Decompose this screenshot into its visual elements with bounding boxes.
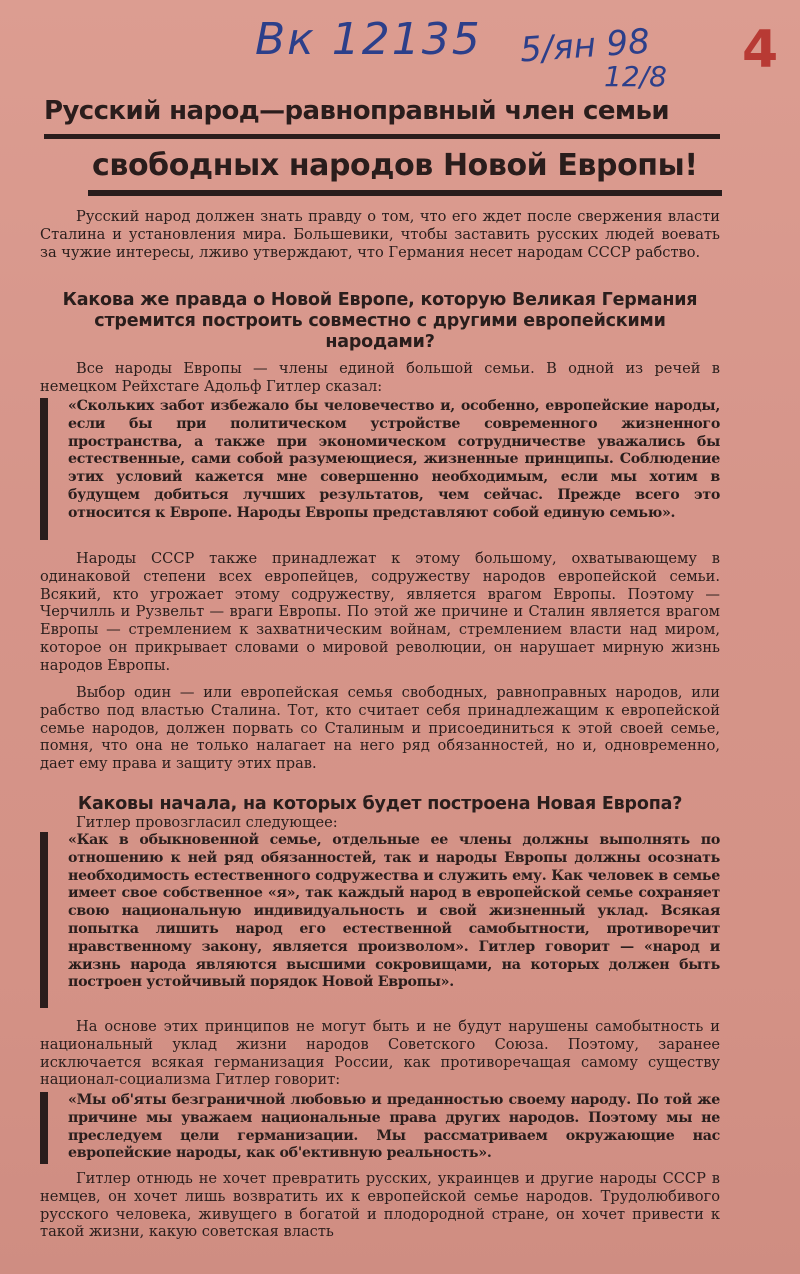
title-underline-1 (44, 134, 720, 139)
handwritten-inventory-number: Вк 12135 (255, 14, 482, 65)
section-heading-new-europe: Какова же правда о Новой Европе, которую Великая Германия стремится построить совместно с другими европейскими народами? (62, 290, 698, 352)
paragraph-peoples-of-europe: Все народы Европы — члены единой большой семьи. В одной из речей в немецком Рейхстаге Адольф Гитлер сказал: (40, 360, 720, 395)
paragraph-choice: Выбор один — или европейская семья свободных, равноправных народов, или рабство под властью Сталина. Тот, кто считает себя принадлежащим к европейской семье народов, должен порвать со Сталиным и присоединиться к этой своей семье, помня, что она не только налагает на него ряд обязанностей, но и, одновременно, дает ему права и защиту этих прав. (40, 684, 720, 773)
intro-paragraph: Русский народ должен знать правду о том, что его ждет после свержения власти Сталина и установления мира. Большевики, чтобы заставить русских людей воевать за чужие интересы, лживо утверждают, что Германия несет народам СССР рабство. (40, 208, 720, 261)
handwritten-date: 5/ян 98 (518, 21, 652, 71)
quote-european-family: «Как в обыкновенной семье, отдельные ее члены должны выполнять по отношению к ней ряд обязанностей, так и народы Европы должны осознать необходимость естественного содружества и служить ему. Как человек в семье имеет свое собственное «я», так каждый народ в европейской семье сохраняет свою национальную индивидуальность и свой жизненный уклад. Всякая попытка лишить народ его естественной самобытности, противоречит нравственному закону, является произволом». Гитлер говорит — «народ и жизнь народа являются высшими сокровищами, на которых должен быть построен устойчивый порядок Новой Европы». (68, 832, 720, 991)
paragraph-national-identity: На основе этих принципов не могут быть и не будут нарушены самобытность и национальный уклад жизни народов Советского Союза. Поэтому, заранее исключается всякая германизация России, как противоречащая самому существу национал-социализма Гитлер говорит: (40, 1018, 720, 1089)
title-line-2: свободных народов Новой Европы! (92, 148, 698, 183)
handwritten-date-second-line: 12/8 (604, 60, 667, 93)
title-underline-2 (88, 190, 722, 196)
quote-reichstag-speech: «Скольких забот избежало бы человечество и, особенно, европейские народы, если бы при политическом устройстве современного жизненного пространства, а также при экономическом сотрудничестве уважались бы естественные, сами собой разумеющиеся, жизненные принципы. Соблюдение этих условий кажется мне совершенно необходимым, если мы хотим в будущем добиться лучших результатов, чем сейчас. Прежде всего это относится к Европе. Народы Европы представляют собой единую семью». (68, 398, 720, 521)
paragraph-proclaimed: Гитлер провозгласил следующее: (76, 814, 338, 831)
quote-love-of-people: «Мы об'яты безграничной любовью и преданностью своему народу. По той же причине мы уважаем национальные права других народов. Поэтому мы не преследуем цели германизации. Мы рассматриваем окружающие нас европейские народы, как об'ективную реальность». (68, 1092, 720, 1162)
section-heading-principles: Каковы начала, на которых будет построена Новая Европа? (77, 794, 683, 814)
paragraph-russian-worker: Гитлер отнюдь не хочет превратить русских, украинцев и другие народы СССР в немцев, он хочет лишь возвратить их к европейской семье народов. Трудолюбивого русского человека, живущего в богатой и плодородной стране, он хочет привести к такой жизни, какую советская власть (40, 1170, 720, 1241)
title-line-1: Русский народ—равноправный член семьи (44, 96, 669, 126)
paragraph-ussr-peoples: Народы СССР также принадлежат к этому большому, охватывающему в одинаковой степени всех европейцев, содружеству народов европейской семьи. Всякий, кто угрожает этому содружеству, является врагом Европы. Поэтому — Черчилль и Рузвельт — враги Европы. По этой же причине и Сталин является врагом Европы — стремлением к захватническим войнам, стремлением власти над миром, которое он прикрывает словами о мировой революции, он нарушает мирную жизнь народов Европы. (40, 550, 720, 674)
handwritten-page-number: 4 (742, 20, 779, 80)
